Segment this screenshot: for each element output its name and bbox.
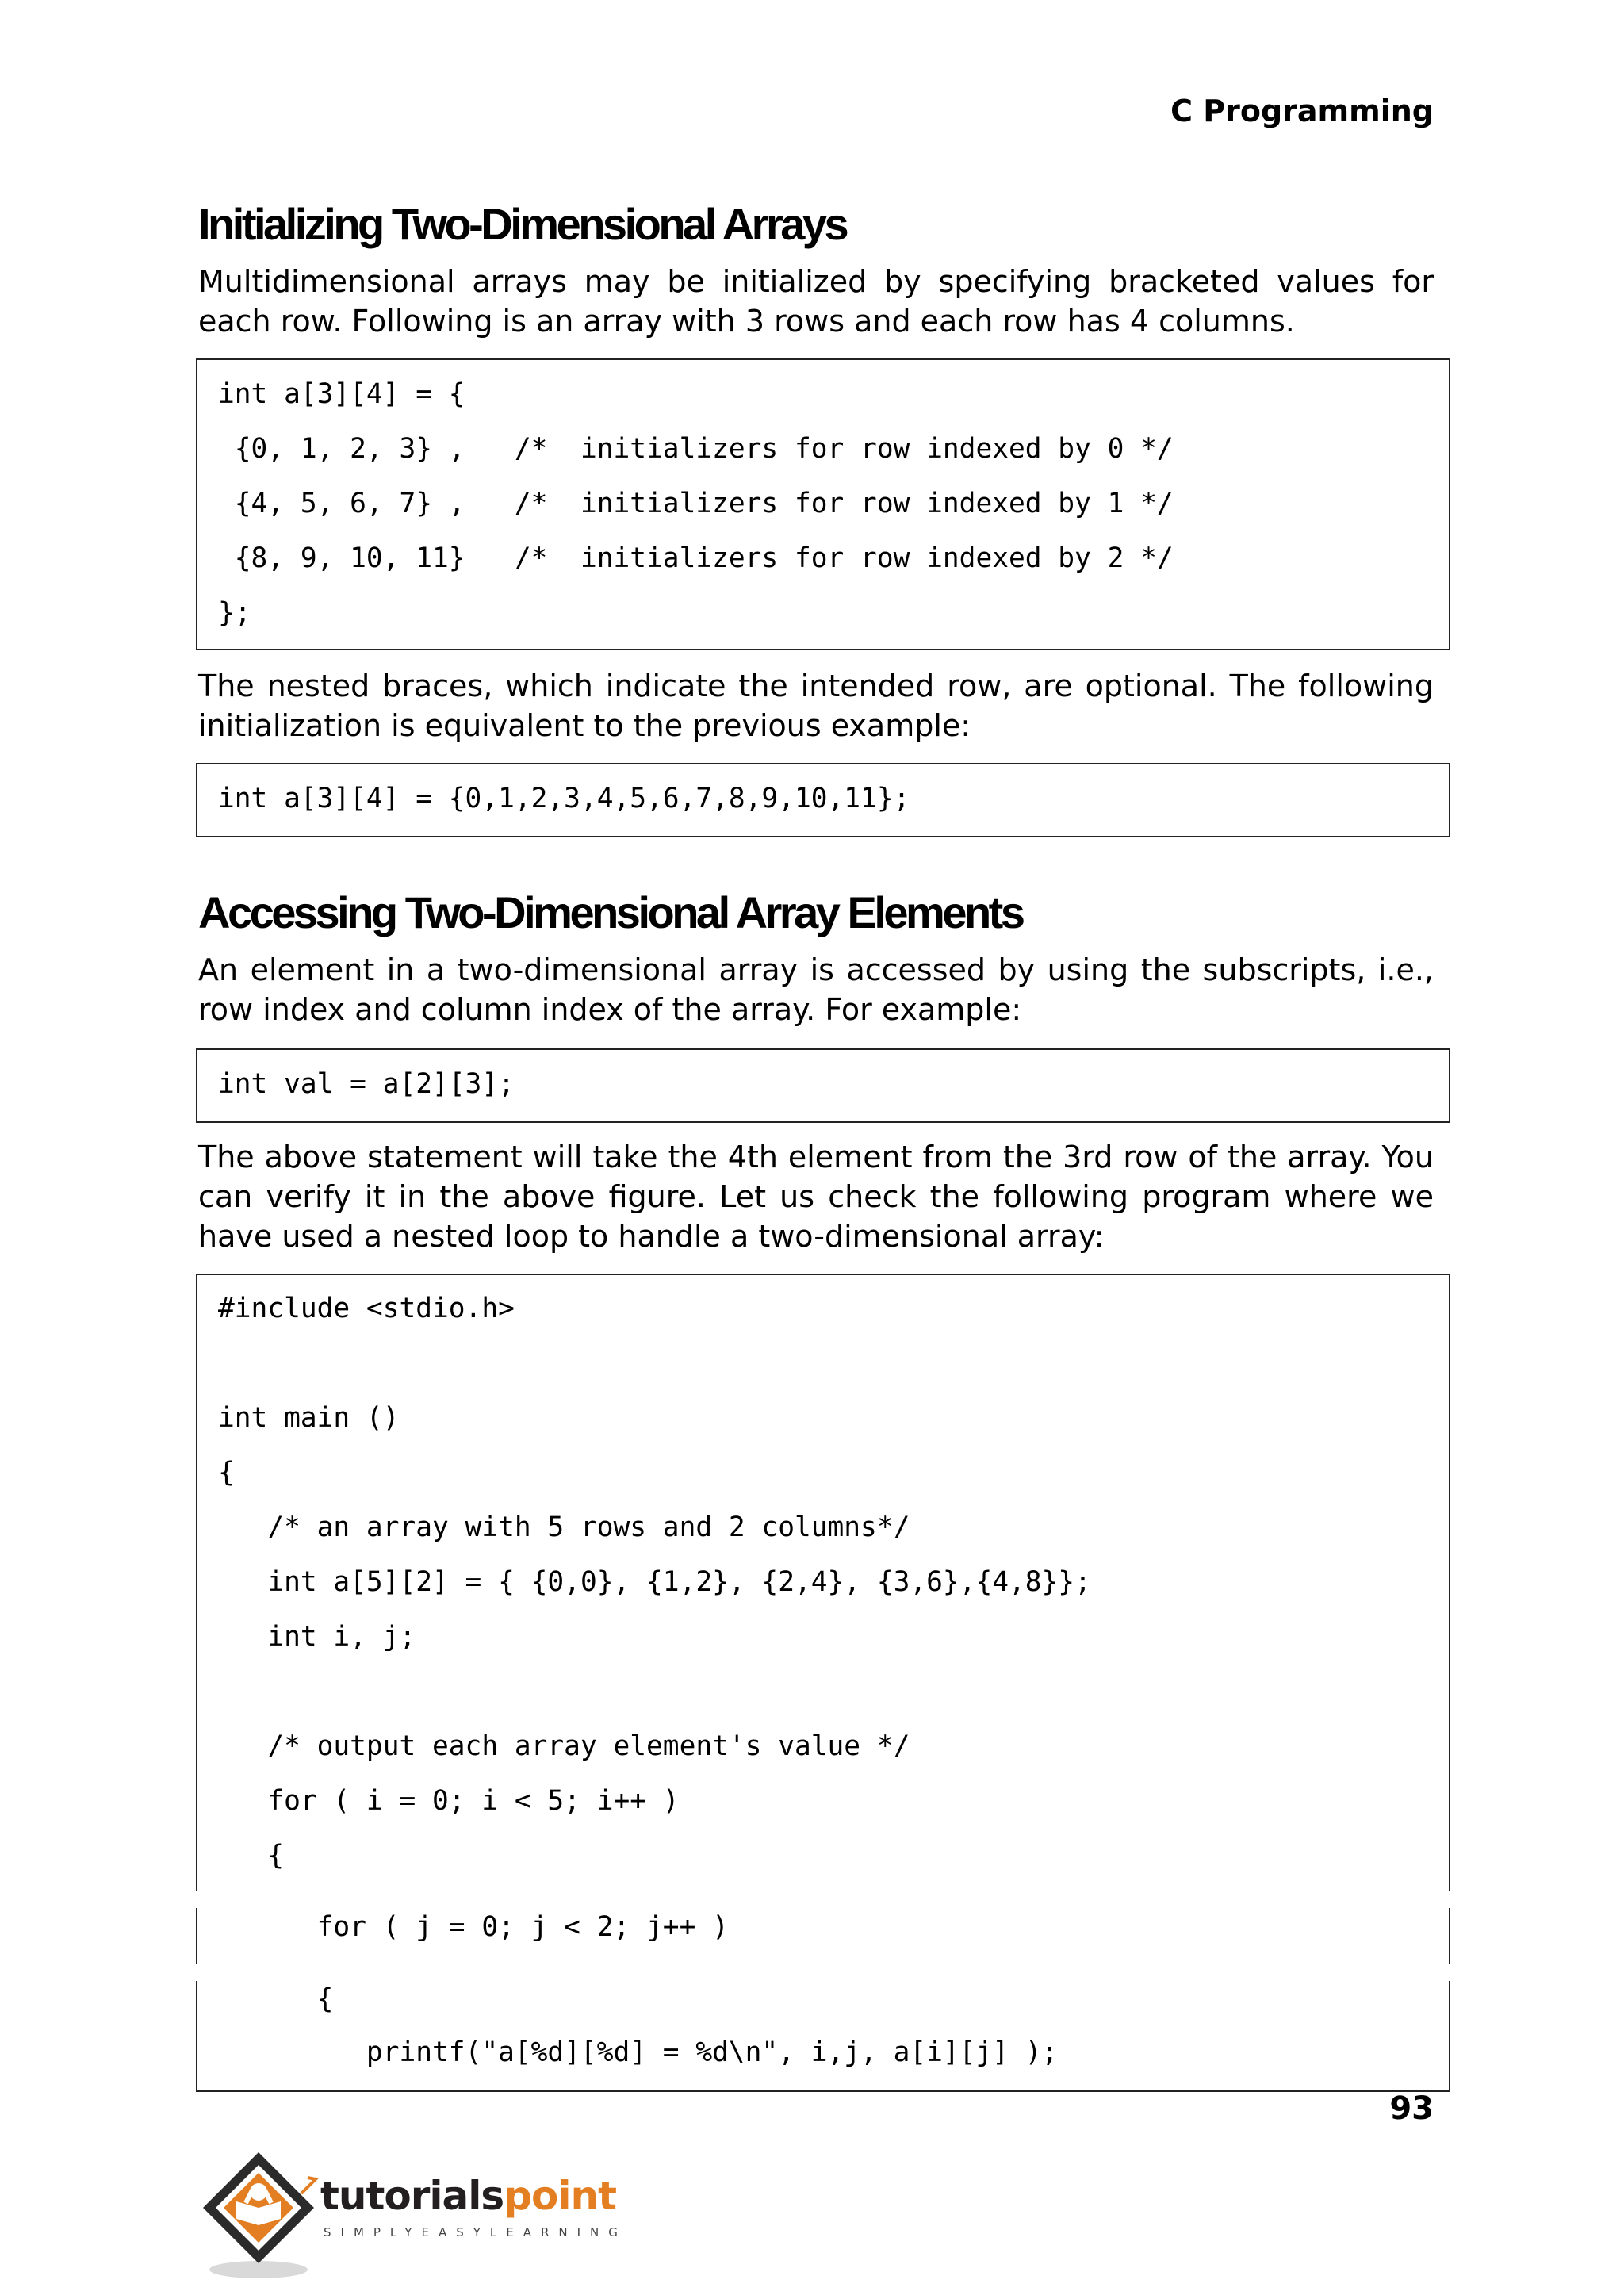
code-block-access-example — [196, 1048, 1450, 1123]
code-line: #include <stdio.h> — [218, 1293, 515, 1324]
code-line: printf("a[%d][%d] = %d\n", i,j, a[i][j] ); — [218, 2036, 1059, 2068]
logo-word-tutorials: tutorials — [320, 2173, 504, 2219]
code-block-initializer — [196, 358, 1450, 650]
page-header: C Programming — [1170, 94, 1434, 128]
tutorialspoint-logo-icon — [197, 2146, 320, 2282]
code-line: {4, 5, 6, 7} , /* initializers for row indexed by 1 */ — [218, 488, 1174, 519]
code-line: }; — [218, 597, 251, 629]
code-line: /* output each array element's value */ — [218, 1730, 910, 1762]
code-line: int a[5][2] = { {0,0}, {1,2}, {2,4}, {3,6},{4,8}}; — [218, 1566, 1091, 1598]
logo-wordmark — [320, 2173, 616, 2219]
code-line: {8, 9, 10, 11} /* initializers for row indexed by 2 */ — [218, 542, 1174, 574]
code-line: int i, j; — [218, 1621, 416, 1653]
code-line: int a[3][4] = {0,1,2,3,4,5,6,7,8,9,10,11}; — [218, 783, 910, 814]
code-line: int val = a[2][3]; — [218, 1068, 515, 1100]
border-gap — [194, 1964, 199, 1981]
paragraph-initializing-intro: Multidimensional arrays may be initialized by specifying bracketed values for each row. Following is an array with 3 rows and each row has 4 columns. — [198, 264, 1434, 339]
code-line: for ( j = 0; j < 2; j++ ) — [218, 1911, 729, 1943]
logo-tagline: SIMPLYEASYLEARNING — [324, 2225, 627, 2239]
code-block-flat-initializer — [196, 763, 1450, 837]
code-line: for ( i = 0; i < 5; i++ ) — [218, 1785, 680, 1817]
code-line: { — [218, 1840, 285, 1872]
paragraph-accessing-intro: An element in a two-dimensional array is accessed by using the subscripts, i.e., row index and column index of the array. For example: — [198, 952, 1434, 1027]
logo-word-point: point — [504, 2173, 616, 2219]
paragraph-explanation: The above statement will take the 4th element from the 3rd row of the array. You can verify it in the above figure. Let us check the following program where we have used a nested loop to handle a two-dimensional array: — [198, 1140, 1434, 1254]
code-line: /* an array with 5 rows and 2 columns*/ — [218, 1511, 910, 1543]
border-gap — [1447, 1891, 1452, 1908]
code-line: { — [218, 1457, 235, 1488]
section-heading-initializing: Initializing Two-Dimensional Arrays — [198, 199, 847, 249]
border-gap — [194, 1891, 199, 1908]
code-line: int main () — [218, 1402, 400, 1434]
section-heading-accessing: Accessing Two-Dimensional Array Elements — [198, 887, 1023, 937]
code-line: { — [218, 1983, 334, 2015]
code-block-program — [196, 1274, 1450, 2092]
code-line: {0, 1, 2, 3} , /* initializers for row indexed by 0 */ — [218, 433, 1174, 465]
page-number: 93 — [1389, 2090, 1434, 2127]
paragraph-nested-braces: The nested braces, which indicate the intended row, are optional. The following initialization is equivalent to the previous example: — [198, 669, 1434, 743]
border-gap — [1447, 1964, 1452, 1981]
code-line: int a[3][4] = { — [218, 378, 465, 410]
